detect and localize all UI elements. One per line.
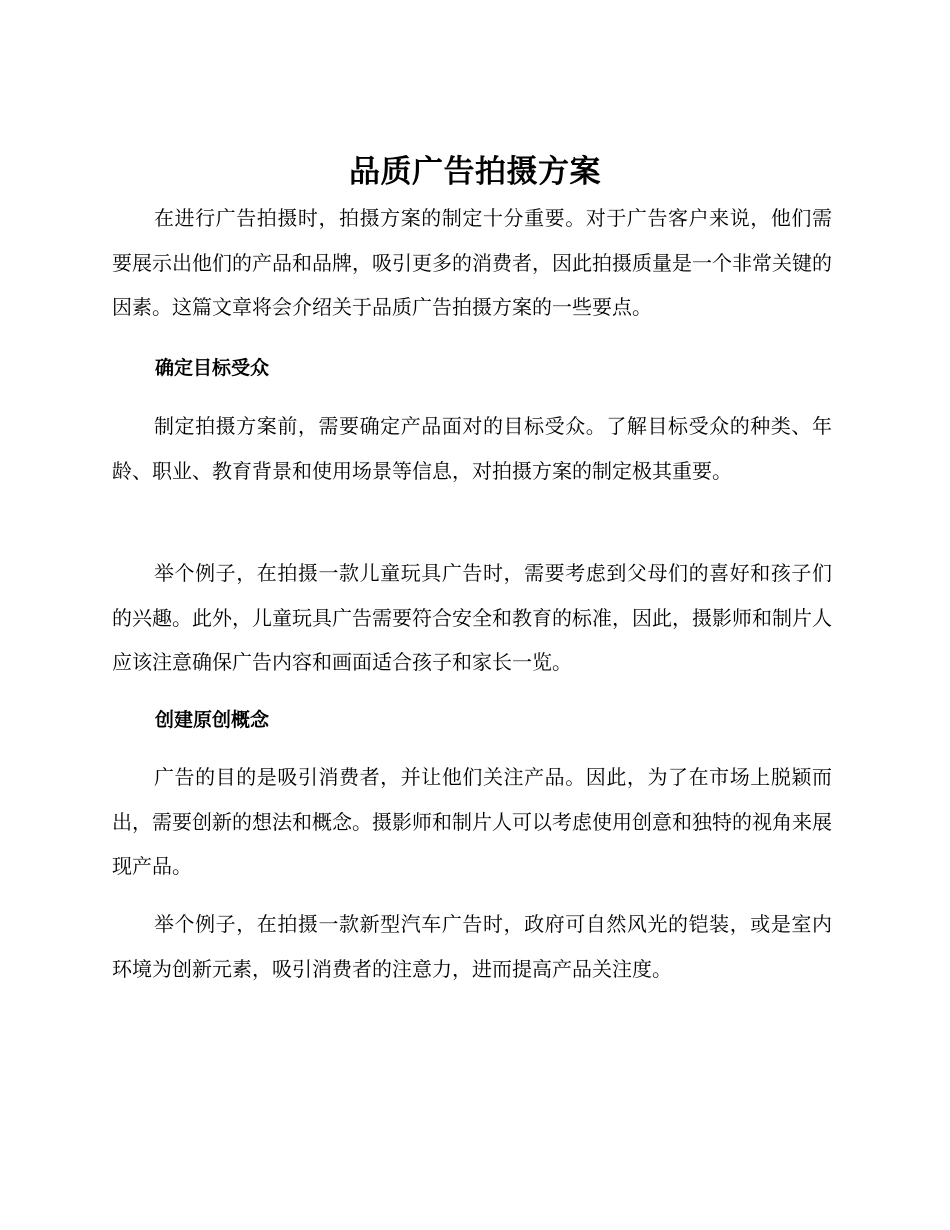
section-paragraph: 广告的目的是吸引消费者，并让他们关注产品。因此，为了在市场上脱颖而出，需要创新的想法和概念。摄影师和制片人可以考虑使用创意和独特的视角来展现产品。 [112,765,832,878]
section-paragraph: 举个例子，在拍摄一款新型汽车广告时，政府可自然风光的铠装，或是室内环境为创新元素，吸引消费者的注意力，进而提高产品关注度。 [112,912,832,981]
intro-paragraph: 在进行广告拍摄时，拍摄方案的制定十分重要。对于广告客户来说，他们需要展示出他们的产品和品牌，吸引更多的消费者，因此拍摄质量是一个非常关键的因素。这篇文章将会介绍关于品质广告拍摄方案的一些要点。 [112,206,832,319]
section-paragraph: 举个例子，在拍摄一款儿童玩具广告时，需要考虑到父母们的喜好和孩子们的兴趣。此外，儿童玩具广告需要符合安全和教育的标准，因此，摄影师和制片人应该注意确保广告内容和画面适合孩子和家长一览。 [112,561,832,674]
document-title: 品质广告拍摄方案 [349,154,601,190]
section-heading-audience: 确定目标受众 [155,357,270,379]
section-paragraph: 制定拍摄方案前，需要确定产品面对的目标受众。了解目标受众的种类、年龄、职业、教育背景和使用场景等信息，对拍摄方案的制定极其重要。 [112,414,832,483]
section-heading-concept: 创建原创概念 [155,709,270,731]
